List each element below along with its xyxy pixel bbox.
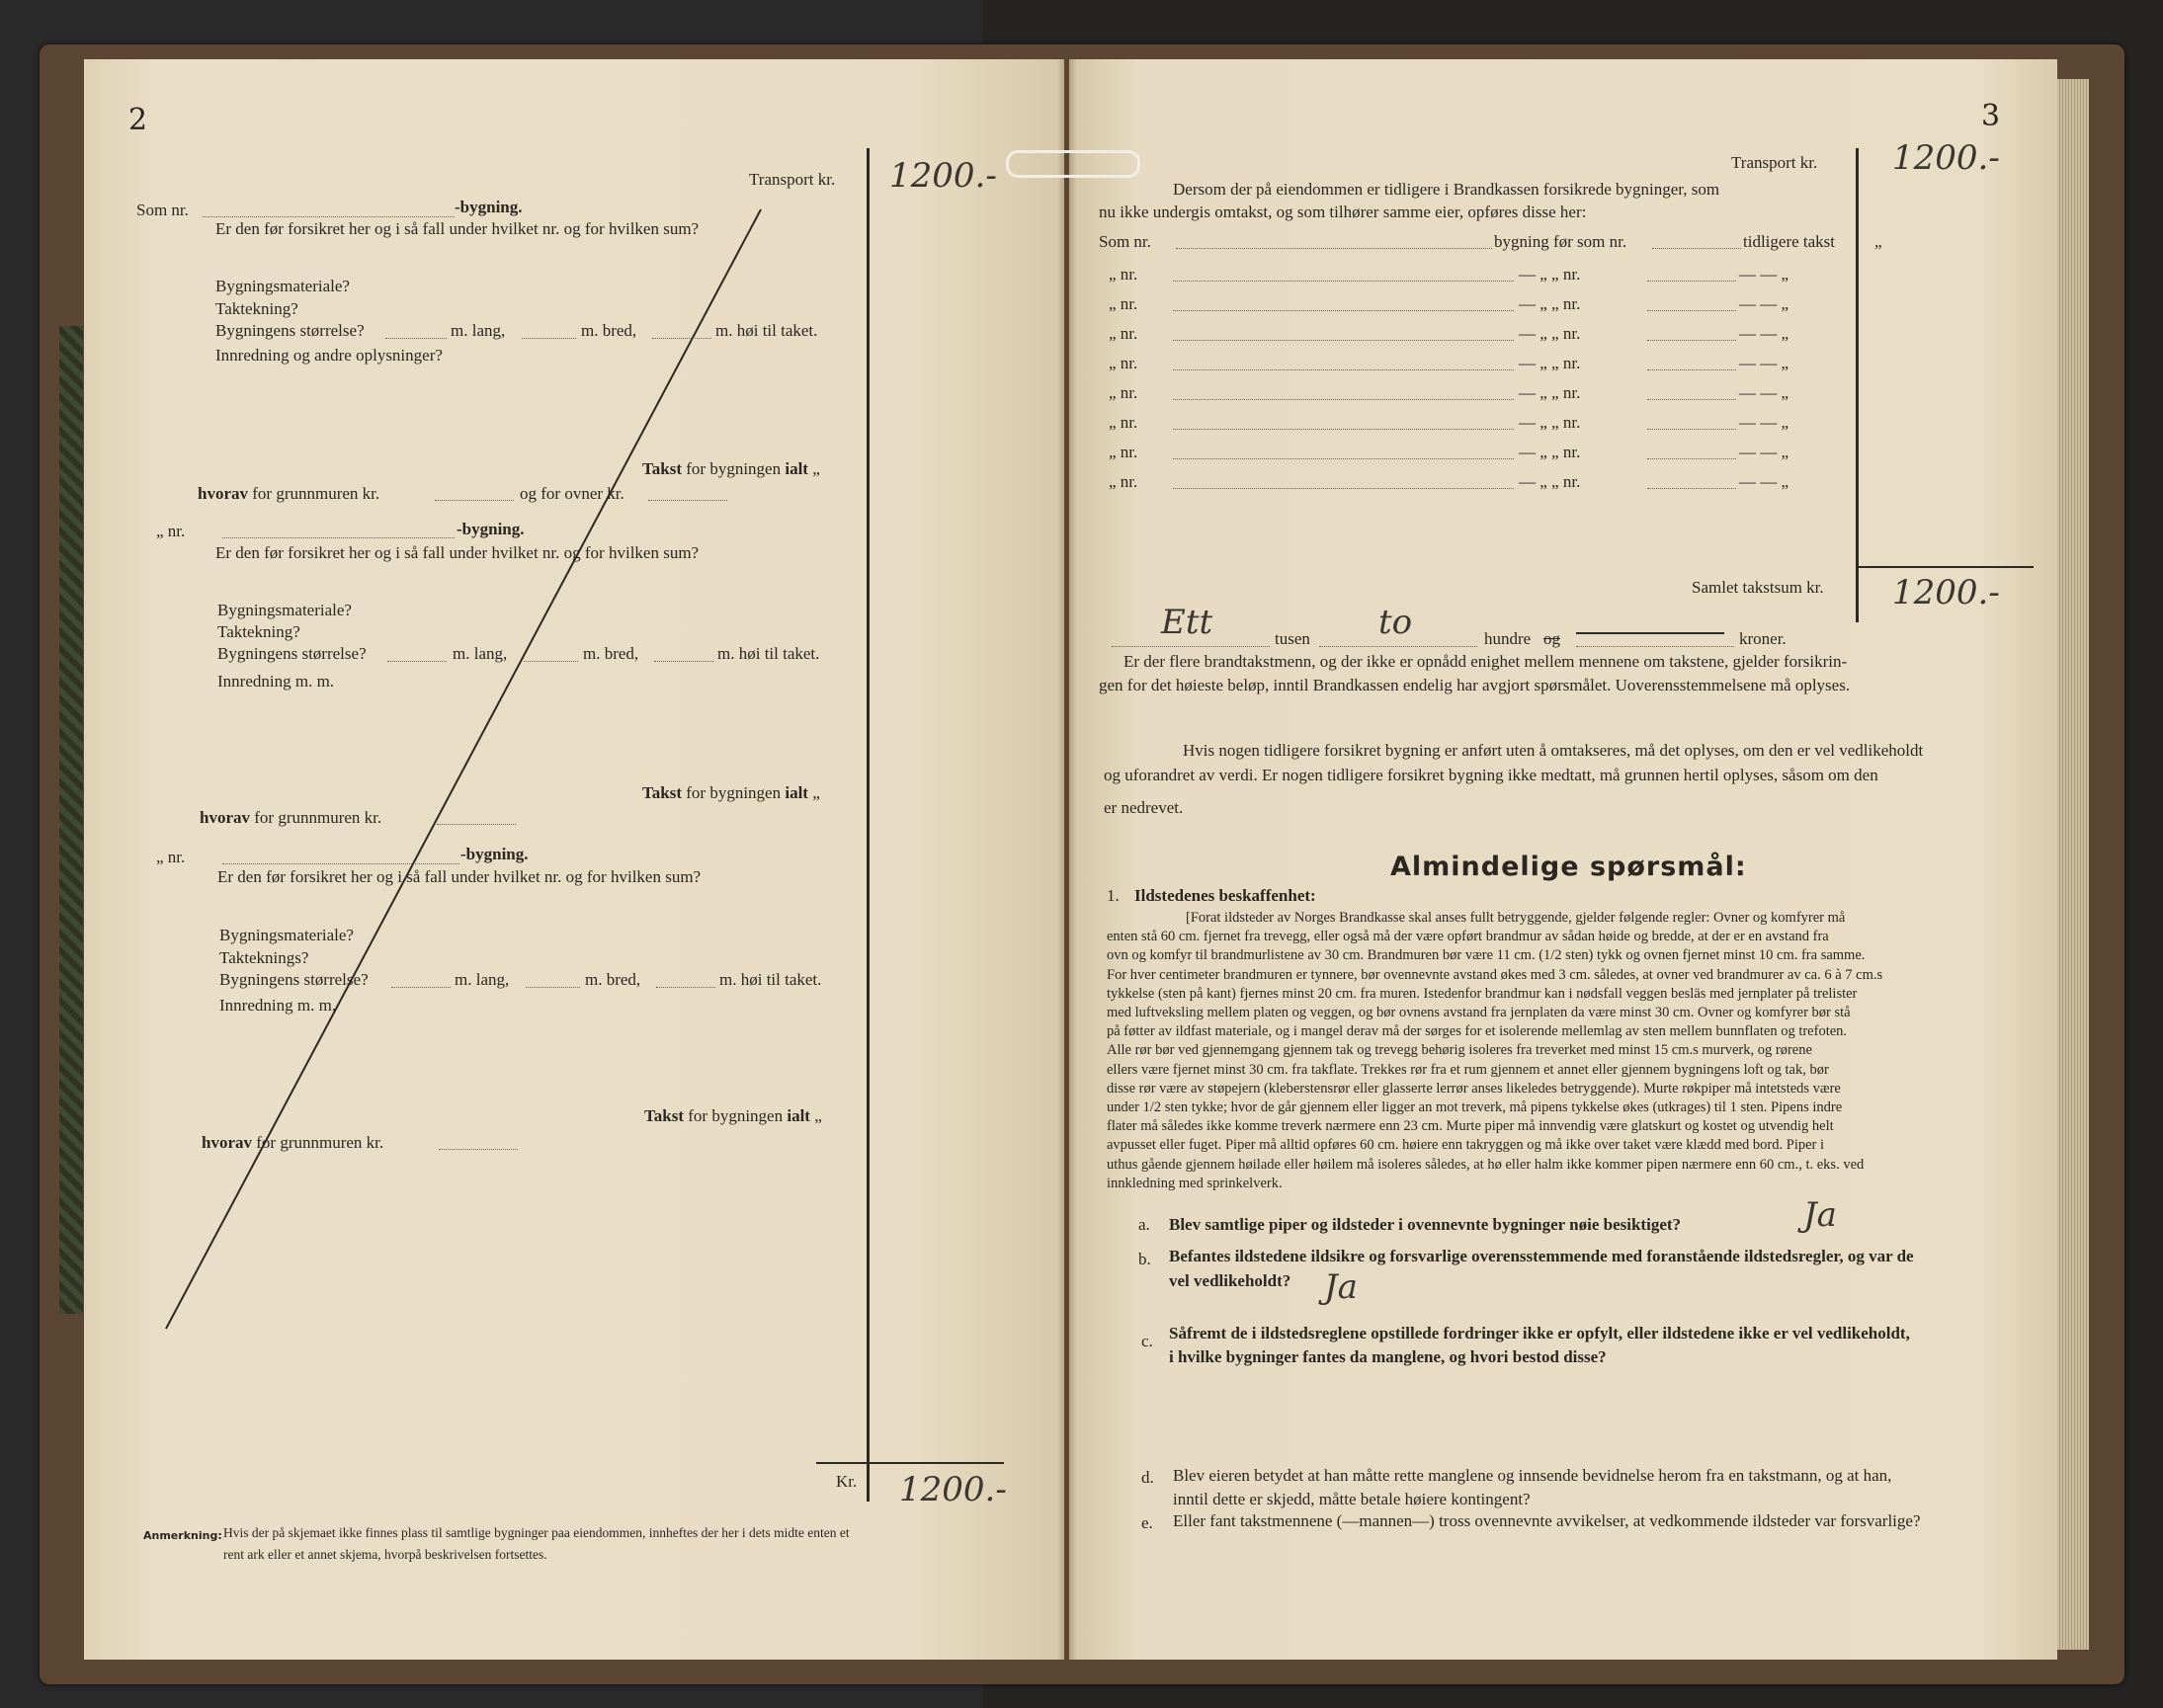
block2-m-hoi: m. høi til taket. (717, 644, 820, 663)
row-prefix: „ nr. (1109, 294, 1138, 313)
dots (652, 338, 711, 339)
transport-value-right: 1200.- (1892, 138, 2000, 178)
block1-ovner: og for ovner kr. (520, 484, 624, 503)
block2-bygning: -bygning. (457, 520, 525, 538)
almindelige-heading: Almindelige spørsmål: (1390, 852, 1747, 882)
row-end: — — „ (1739, 324, 1789, 343)
hvis-line-1: Hvis nogen tidligere forsikret bygning er anført uten å omtakseres, må det oplyses, om den er vel vedlikeholdt (1183, 741, 1924, 760)
dots (1576, 646, 1734, 647)
dots (656, 987, 715, 988)
row-mid: — „ „ nr. (1519, 354, 1581, 372)
q-c-line-2: i hvilke bygninger fantes da manglene, og hvori bestod disse? (1169, 1347, 1607, 1366)
row-end: — — „ (1739, 294, 1789, 313)
regler-line: avpusset eller fuget. Piper må alltid opføres 60 cm. høiere enn takryggen og må ikke over taket være klædd med bord. Piper i (1107, 1137, 1825, 1154)
dots (1647, 340, 1736, 341)
kr-label-left: Kr. (836, 1472, 858, 1491)
og-label: og (1543, 629, 1560, 648)
dots (522, 338, 576, 339)
row-mid: — „ „ nr. (1519, 472, 1581, 491)
hvorav-rest: for grunnmuren kr. (252, 484, 380, 503)
kr-value-left: 1200.- (899, 1470, 1007, 1509)
hvorav-label: hvorav (198, 484, 248, 503)
dots (1647, 458, 1736, 459)
amount-words-thousand: Ett (1161, 603, 1213, 642)
dots (1647, 488, 1736, 489)
hvorav-label: hvorav (200, 808, 250, 827)
dots (387, 661, 447, 662)
dots (439, 1149, 518, 1150)
row-first-bygning: bygning før som nr. (1494, 232, 1627, 251)
dots (654, 661, 713, 662)
regler-line: flater må således ikke komme treverk nærmere enn 23 cm. Murte piper må innvendig være glatskurt og kostet og utvendig helt (1107, 1118, 1834, 1135)
section-title: Ildstedenes beskaffenhet: (1134, 886, 1316, 905)
block1-storrelse: Bygningens størrelse? (215, 321, 365, 340)
block2-m-lang: m. lang, (453, 644, 508, 663)
intro-line-1: Dersom der på eiendommen er tidligere i Brandkassen forsikrede bygninger, som (1173, 180, 1720, 199)
kroner-label: kroner. (1739, 629, 1787, 648)
row-mid: — „ „ nr. (1519, 443, 1581, 461)
page-number-left: 2 (128, 103, 148, 137)
row-prefix: „ nr. (1109, 472, 1138, 491)
row-prefix: „ nr. (1109, 324, 1138, 343)
dots (1647, 429, 1736, 430)
block2-innredning: Innredning m. m. (217, 672, 335, 691)
total-rule-right (1856, 566, 2034, 568)
dots (1173, 340, 1514, 341)
dots (437, 824, 516, 825)
transport-value-left: 1200.- (889, 156, 997, 196)
block3-storrelse: Bygningens størrelse? (219, 970, 369, 989)
tusen-label: tusen (1275, 629, 1310, 648)
dots (203, 216, 455, 217)
dots (526, 987, 580, 988)
regler-line: ellers være fjernet minst 30 cm. fra takflate. Trekkes rør fra et rum gjennem et annet eller gjennem bygningens loft og tak, bør (1107, 1061, 1829, 1078)
hvorav-rest: for grunnmuren kr. (254, 808, 382, 827)
row-mid: — „ „ nr. (1519, 324, 1581, 343)
block3-materiale: Bygningsmateriale? (219, 926, 354, 944)
hvis-line-2: og uforandret av verdi. Er nogen tidligere forsikret bygning ikke medtatt, må grunnen hertil oplyses, såsom om den (1104, 766, 1878, 784)
dots (391, 987, 451, 988)
row-end: — — „ (1739, 443, 1789, 461)
takst-label: Takst (644, 1106, 685, 1125)
block2-storrelse: Bygningens størrelse? (217, 644, 367, 663)
dots (524, 661, 578, 662)
regler-line: disse rør være av støpejern (kleberstensrør eller glasserte lerrør anses likeledes betryggende). Murte røkpiper må intetsteds være (1107, 1080, 1841, 1097)
regler-line: med luftveksling mellem platen og veggen, og bør ovnens avstand fra jernplaten da være minst 30 cm. Ovner og komfyrer bør stå (1107, 1005, 1851, 1020)
block1-m-bred: m. bred, (581, 321, 637, 340)
block3-question: Er den før forsikret her og i så fall under hvilket nr. og for hvilken sum? (217, 867, 702, 886)
takst-ialt: ialt (785, 783, 808, 802)
block3-bygning: -bygning. (460, 845, 529, 863)
section-number: 1. (1107, 886, 1120, 905)
q-b-letter: b. (1138, 1250, 1151, 1268)
row-prefix: „ nr. (1109, 443, 1138, 461)
strike-line (166, 209, 761, 1329)
block2-nr: „ nr. (156, 522, 186, 540)
takst-rest: for bygningen (688, 1106, 784, 1125)
dots (385, 338, 447, 339)
row-end: — — „ (1739, 354, 1789, 372)
dots (1647, 281, 1736, 282)
block1-takst: Takst for bygningen ialt „ (642, 459, 820, 478)
dots (1647, 310, 1736, 311)
anmerkning-label: Anmerkning: (143, 1529, 222, 1542)
regler-line: ovn og komfyr til brandmurlistene av 30 cm. Brandmuren bør være 11 cm. (1/2 sten) tykk og ovnen fjernet minst 10 cm. fra samme. (1107, 947, 1866, 964)
takst-label: Takst (642, 783, 683, 802)
q-d-line-2: inntil dette er skjedd, måtte betale høiere kontingent? (1173, 1490, 1531, 1508)
dots (1112, 646, 1270, 647)
block1-innredning: Innredning og andre oplysninger? (215, 346, 443, 365)
q-b-answer: Ja (1324, 1267, 1358, 1307)
block1-hvorav (198, 484, 379, 504)
row-mid: — „ „ nr. (1519, 413, 1581, 432)
q-d-letter: d. (1141, 1468, 1154, 1487)
block2-question: Er den før forsikret her og i så fall under hvilket nr. og for hvilken sum? (215, 543, 700, 562)
hundre-label: hundre (1484, 629, 1532, 648)
block2-takt: Taktekning? (217, 622, 300, 641)
row-prefix: „ nr. (1109, 383, 1138, 402)
q-b-line-1: Befantes ildstedene ildsikre og forsvarlige overensstemmende med foranstående ildstedsregler, og var de (1169, 1247, 1914, 1265)
block2-materiale: Bygningsmateriale? (217, 601, 352, 619)
hvis-line-3: er nedrevet. (1104, 798, 1184, 817)
row-first-tidligere: tidligere takst (1743, 232, 1836, 251)
strike-og (1576, 632, 1724, 634)
q-c-line-1: Såfremt de i ildstedsreglene opstillede fordringer ikke er opfylt, eller ildstedene ikke er vel vedlikeholdt, (1169, 1324, 1910, 1342)
regler-line: [Forat ildsteder av Norges Brandkasse skal anses fullt betryggende, gjelder følgende regler: Ovner og komfyrer må (1186, 910, 1846, 926)
q-c-letter: c. (1141, 1332, 1153, 1350)
flere-line-1: Er der flere brandtakstmenn, og der ikke er opnådd enighet mellem mennene om takstene, gjelder forsikrin- (1123, 652, 1848, 671)
row-first-som-nr: Som nr. (1099, 232, 1151, 251)
regler-line: Alle rør bør ved gjennemgang gjennem tak og trevegg behørig isoleres fra treverket med minst 15 cm.s murverk, og rørene (1107, 1042, 1812, 1059)
q-e-text: Eller fant takstmennene (—mannen—) tross ovennevnte avvikelser, at vedkommende ildsteder var forsvarlige? (1173, 1511, 1921, 1530)
dots (1173, 281, 1514, 282)
q-a-answer: Ja (1803, 1195, 1837, 1235)
takst-rest: for bygningen (686, 783, 782, 802)
dots (222, 863, 459, 864)
transport-label-right: Transport kr. (1731, 153, 1818, 172)
takst-ialt: ialt (787, 1106, 810, 1125)
block2-m-bred: m. bred, (583, 644, 639, 663)
hvorav-rest: for grunnmuren kr. (256, 1133, 384, 1152)
row-end: — — „ (1739, 413, 1789, 432)
amount-column-line-right (1856, 148, 1859, 622)
page-number-right: 3 (1981, 99, 2001, 133)
regler-line: uthus gående gjennem høilade eller høilem må isoleres således, at hø eller halm ikke kommer pipen nærmere enn 60 cm., t. eks. ved (1107, 1156, 1865, 1173)
block1-som-nr: Som nr. (136, 201, 189, 219)
block3-hvorav (202, 1133, 383, 1153)
row-mid: — „ „ nr. (1519, 294, 1581, 313)
regler-line: innkledning med sprinkelverk. (1107, 1175, 1283, 1191)
dots (1647, 369, 1736, 370)
hvorav-label: hvorav (202, 1133, 252, 1152)
amount-words-hundred: to (1378, 603, 1413, 642)
block3-m-hoi: m. høi til taket. (719, 970, 822, 989)
row-prefix: „ nr. (1109, 413, 1138, 432)
block3-takt: Takteknings? (219, 948, 309, 967)
transport-label-left: Transport kr. (749, 170, 836, 189)
dots (1176, 248, 1492, 249)
q-d-line-1: Blev eieren betydet at han måtte rette manglene og innsende bevidnelse herom fra en takstmann, og at han, (1173, 1466, 1892, 1485)
regler-line: enten stå 60 cm. fjernet fra trevegg, eller også må der være opført brandmur av sådan høide og bredde, at der er en avstand fra (1107, 929, 1829, 945)
row-prefix: „ nr. (1109, 354, 1138, 372)
regler-line: tykkelse (sten på kant) fjernes minst 20 cm. fra muren. Istedenfor brandmur kan i nødsfall veggen besläs med jernplater på trelister (1107, 985, 1858, 1002)
samlet-value: 1200.- (1892, 573, 2000, 612)
row-first-end: „ (1874, 232, 1882, 251)
q-b-line-2: vel vedlikeholdt? (1169, 1271, 1291, 1290)
block1-bygning: -bygning. (455, 198, 523, 216)
dots (1173, 458, 1514, 459)
dots (1173, 488, 1514, 489)
row-end: — — „ (1739, 265, 1789, 284)
anmerkning-text-2: rent ark eller et annet skjema, hvorpå beskrivelsen fortsettes. (223, 1547, 547, 1562)
dots (1647, 399, 1736, 400)
takst-label: Takst (642, 459, 683, 478)
dots (1173, 310, 1514, 311)
anmerkning-text-1: Hvis der på skjemaet ikke finnes plass til samtlige bygninger paa eiendommen, innheftes der her i dets midte enten et (223, 1525, 850, 1540)
regler-line: på føtter av ildfast materiale, og i mangel derav må der sørges for et isolerende mellemlag av sten mellem bunnflaten og trefoten. (1107, 1023, 1848, 1040)
block3-m-lang: m. lang, (455, 970, 510, 989)
q-e-letter: e. (1141, 1513, 1153, 1532)
dots (648, 500, 727, 501)
row-end: — — „ (1739, 472, 1789, 491)
block3-m-bred: m. bred, (585, 970, 641, 989)
regler-line: under 1/2 sten tykke; hvor de går gjennem eller ligger an mot treverk, må pipens tykkelse økes (utkrages) til 1 sten. Pipens indre (1107, 1099, 1843, 1115)
dots (435, 500, 514, 501)
q-a-text: Blev samtlige piper og ildsteder i ovennevnte bygninger nøie besiktiget? (1169, 1215, 1682, 1234)
block1-m-hoi: m. høi til taket. (715, 321, 818, 340)
row-mid: — „ „ nr. (1519, 265, 1581, 284)
block3-nr: „ nr. (156, 848, 186, 866)
block1-materiale: Bygningsmateriale? (215, 277, 350, 295)
intro-line-2: nu ikke undergis omtakst, og som tilhører samme eier, opføres disse her: (1099, 203, 1587, 221)
block1-question: Er den før forsikret her og i så fall under hvilket nr. og for hvilken sum? (215, 219, 700, 238)
dots (1319, 646, 1477, 647)
row-mid: — „ „ nr. (1519, 383, 1581, 402)
dots (1173, 429, 1514, 430)
takst-ialt: ialt (785, 459, 808, 478)
block1-m-lang: m. lang, (451, 321, 506, 340)
block2-takst: Takst for bygningen ialt „ (642, 783, 820, 802)
takst-rest: for bygningen (686, 459, 782, 478)
flere-line-2: gen for det høieste beløp, inntil Brandkassen endelig har avgjort spørsmålet. Uoverensstemmelsene må oplyses. (1099, 676, 1851, 694)
dots (1173, 399, 1514, 400)
samlet-label: Samlet takstsum kr. (1692, 578, 1824, 597)
block2-hvorav (200, 808, 381, 828)
row-end: — — „ (1739, 383, 1789, 402)
block3-innredning: Innredning m. m. (219, 996, 337, 1015)
row-prefix: „ nr. (1109, 265, 1138, 284)
block1-takt: Taktekning? (215, 299, 298, 318)
q-a-letter: a. (1138, 1215, 1150, 1234)
regler-line: For hver centimeter brandmuren er tynnere, bør ovennevnte avstand økes med 3 cm. således, at ovner ved brandmurer av ca. 6 à 7 cm.s (1107, 966, 1883, 983)
dots (1652, 248, 1741, 249)
dots (1173, 369, 1514, 370)
block3-takst: Takst for bygningen ialt „ (644, 1106, 822, 1125)
dots (222, 537, 455, 538)
